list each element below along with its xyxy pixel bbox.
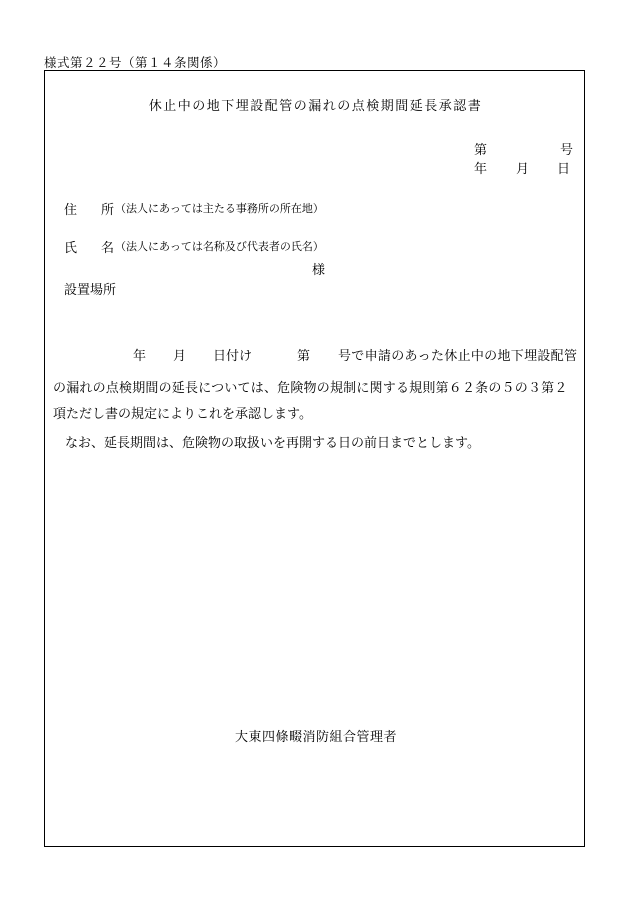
body-line1-rest: 号で申請のあった休止中の地下埋設配管: [338, 349, 578, 364]
body-line4: なお、延長期間は、危険物の取扱いを再開する日の前日までとします。: [65, 436, 480, 451]
doc-number-dai: 第: [474, 143, 488, 158]
name-label-mei: 名: [101, 241, 115, 256]
honorific-sama: 様: [312, 263, 326, 278]
document-title: 休止中の地下埋設配管の漏れの点検期間延長承認書: [148, 99, 483, 114]
date-month: 月: [516, 162, 530, 177]
form-frame: [44, 70, 585, 847]
body-dai: 第: [297, 349, 311, 364]
issuer-name: 大東四條畷消防組合管理者: [235, 730, 398, 745]
body-month: 月: [173, 349, 187, 364]
address-label-ju: 住: [64, 203, 78, 218]
body-line3: 項ただし書の規定によりこれを承認します。: [53, 407, 312, 422]
name-label-shi: 氏: [64, 241, 78, 256]
date-year: 年: [474, 162, 488, 177]
body-year: 年: [133, 349, 147, 364]
name-note: （法人にあっては名称及び代表者の氏名）: [115, 240, 324, 253]
date-day: 日: [557, 162, 571, 177]
form-number-label: 様式第２２号（第１４条関係）: [44, 55, 227, 70]
body-line2: の漏れの点検期間の延長については、危険物の規制に関する規則第６２条の５の３第２: [53, 381, 568, 396]
body-day: 日付け: [213, 349, 253, 364]
address-note: （法人にあっては主たる事務所の所在地）: [115, 202, 324, 215]
address-label-sho: 所: [101, 203, 115, 218]
location-label: 設置場所: [64, 283, 117, 298]
doc-number-gou: 号: [560, 143, 574, 158]
